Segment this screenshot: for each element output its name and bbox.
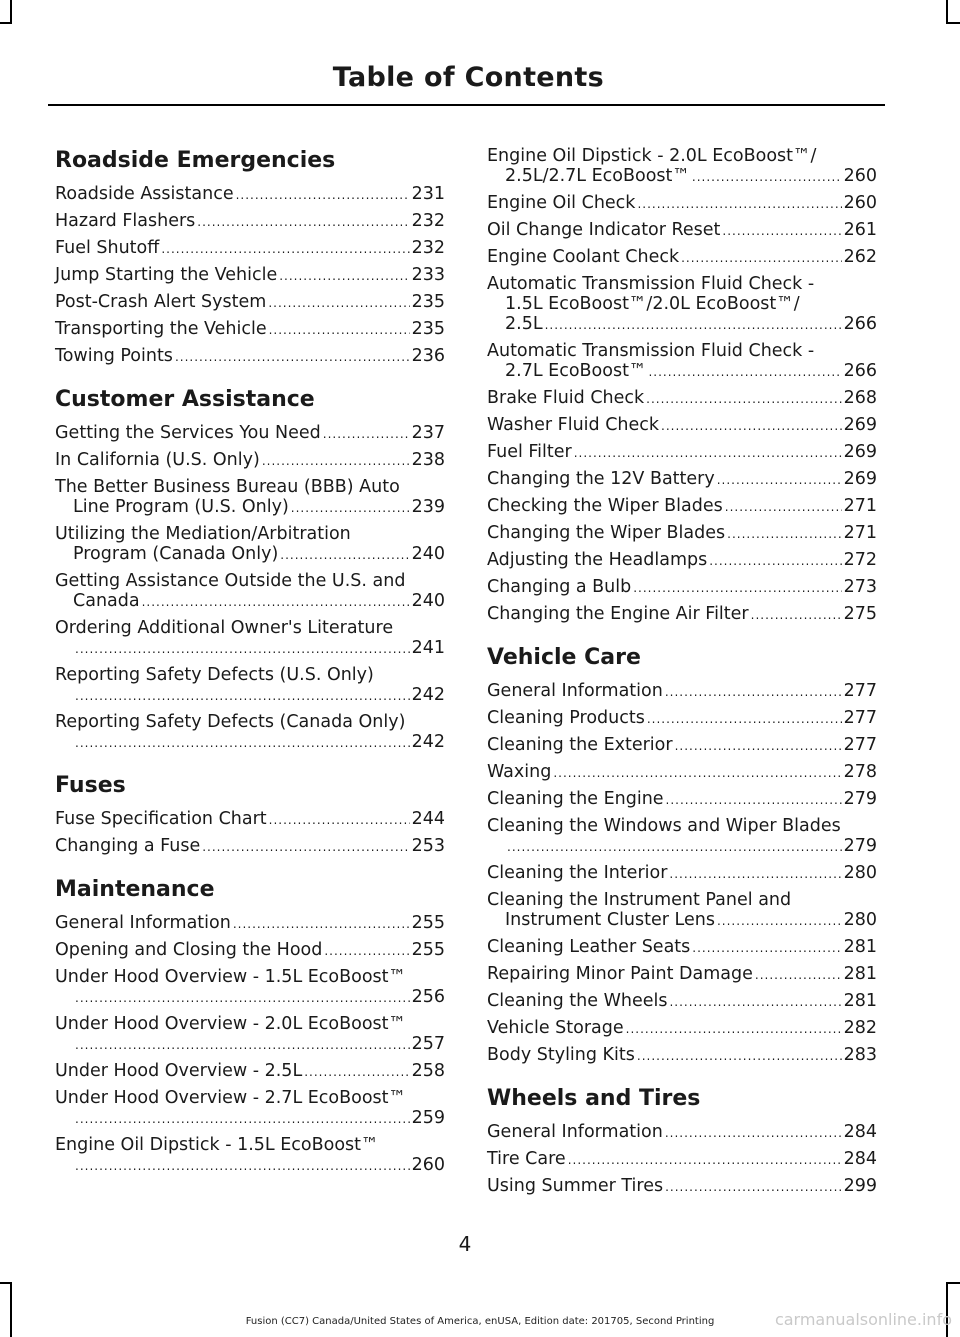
section-title: Customer Assistance xyxy=(55,387,315,412)
dot-leader xyxy=(75,1108,410,1129)
toc-entry[interactable] xyxy=(487,496,877,517)
dot-leader xyxy=(669,863,841,884)
entry-page-number: 260 xyxy=(411,1155,445,1175)
dot-leader xyxy=(279,265,409,286)
entry-page-number: 262 xyxy=(843,247,877,267)
dot-leader xyxy=(574,442,842,463)
dot-leader xyxy=(75,987,410,1008)
entry-title: Changing the 12V Battery xyxy=(487,469,715,489)
entry-page-number: 238 xyxy=(411,450,445,470)
entry-page-number: 242 xyxy=(411,732,445,752)
toc-entry[interactable] xyxy=(55,967,445,1008)
toc-entry[interactable] xyxy=(487,1176,877,1197)
entry-page-number: 240 xyxy=(411,591,445,611)
toc-entry[interactable] xyxy=(487,991,877,1012)
entry-title: Vehicle Storage xyxy=(487,1018,624,1038)
dot-leader xyxy=(722,220,841,241)
entry-page-number: 269 xyxy=(843,442,877,462)
entry-title: Fuse Specification Chart xyxy=(55,809,267,829)
entry-page-number: 279 xyxy=(843,789,877,809)
toc-entry[interactable] xyxy=(487,220,877,241)
toc-entry[interactable] xyxy=(55,809,445,830)
entry-title: Jump Starting the Vehicle xyxy=(55,265,278,285)
dot-leader xyxy=(545,314,842,335)
crop-mark xyxy=(0,1282,12,1284)
toc-section xyxy=(487,643,877,1066)
entry-page-number: 237 xyxy=(411,423,445,443)
dot-leader xyxy=(75,1034,410,1055)
toc-entry[interactable] xyxy=(55,450,445,471)
entry-page-number: 282 xyxy=(843,1018,877,1038)
toc-entry[interactable] xyxy=(487,550,877,571)
entry-page-number: 257 xyxy=(411,1034,445,1054)
entry-page-number: 284 xyxy=(843,1149,877,1169)
toc-entry[interactable] xyxy=(487,604,877,625)
dot-leader xyxy=(665,1122,842,1143)
entry-title: Brake Fluid Check xyxy=(487,388,645,408)
toc-section xyxy=(55,771,445,857)
toc-entry[interactable] xyxy=(55,1088,445,1129)
entry-title: Engine Oil Dipstick - 1.5L EcoBoost™ xyxy=(55,1135,379,1155)
entry-page-number: 277 xyxy=(843,681,877,701)
dot-leader xyxy=(202,836,409,857)
entry-page-number: 278 xyxy=(843,762,877,782)
dot-leader xyxy=(324,940,409,961)
entry-title: Fuel Filter xyxy=(487,442,572,462)
entry-page-number: 272 xyxy=(843,550,877,570)
crop-mark xyxy=(0,22,12,24)
dot-leader xyxy=(665,1176,842,1197)
toc-section xyxy=(487,1084,877,1197)
entry-page-number: 299 xyxy=(843,1176,877,1196)
toc-section xyxy=(487,146,877,625)
dot-leader xyxy=(681,247,841,268)
dot-leader xyxy=(646,388,841,409)
entry-title: The Better Business Bureau (BBB) Auto xyxy=(55,477,400,497)
dot-leader xyxy=(304,1061,409,1082)
entry-title: Changing the Wiper Blades xyxy=(487,523,726,543)
entry-title: Waxing xyxy=(487,762,552,782)
entry-title: Cleaning the Wheels xyxy=(487,991,668,1011)
entry-page-number: 279 xyxy=(843,836,877,856)
entry-title: General Information xyxy=(55,913,231,933)
entry-page-number: 283 xyxy=(843,1045,877,1065)
toc-entry[interactable] xyxy=(487,890,877,931)
toc-entry[interactable] xyxy=(487,964,877,985)
toc-left-column xyxy=(55,146,445,1194)
dot-leader xyxy=(197,211,409,232)
entry-title: 2.5L/2.7L EcoBoost™ xyxy=(505,166,690,186)
dot-leader xyxy=(709,550,841,571)
entry-page-number: 258 xyxy=(411,1061,445,1081)
section-title: Maintenance xyxy=(55,877,215,902)
entry-title: Checking the Wiper Blades xyxy=(487,496,723,516)
crop-mark xyxy=(10,1282,12,1337)
toc-entry[interactable] xyxy=(487,762,877,783)
entry-page-number: 244 xyxy=(411,809,445,829)
entry-title: Automatic Transmission Fluid Check - xyxy=(487,341,815,361)
toc-entry[interactable] xyxy=(487,1045,877,1066)
toc-entry[interactable] xyxy=(487,863,877,884)
dot-leader xyxy=(661,415,842,436)
entry-title: Engine Oil Check xyxy=(487,193,636,213)
entry-page-number: 260 xyxy=(843,193,877,213)
entry-title: Adjusting the Headlamps xyxy=(487,550,708,570)
toc-entry[interactable] xyxy=(55,1014,445,1055)
section-title: Fuses xyxy=(55,773,126,798)
entry-page-number: 240 xyxy=(411,544,445,564)
entry-page-number: 233 xyxy=(411,265,445,285)
entry-title: Line Program (U.S. Only) xyxy=(73,497,289,517)
dot-leader xyxy=(717,910,842,931)
toc-entry[interactable] xyxy=(55,423,445,444)
entry-page-number: 271 xyxy=(843,496,877,516)
dot-leader xyxy=(291,497,410,518)
entry-title: Roadside Assistance xyxy=(55,184,234,204)
toc-entry[interactable] xyxy=(55,665,445,706)
entry-title: Post-Crash Alert System xyxy=(55,292,267,312)
entry-title: Cleaning the Engine xyxy=(487,789,664,809)
entry-title: Reporting Safety Defects (U.S. Only) xyxy=(55,665,374,685)
entry-page-number: 269 xyxy=(843,469,877,489)
entry-title: Repairing Minor Paint Damage xyxy=(487,964,753,984)
entry-title: General Information xyxy=(487,681,663,701)
toc-entry[interactable] xyxy=(55,913,445,934)
entry-page-number: 260 xyxy=(843,166,877,186)
dot-leader xyxy=(75,732,410,753)
entry-title: Tire Care xyxy=(487,1149,566,1169)
toc-right-column xyxy=(487,146,877,1215)
toc-entry[interactable] xyxy=(487,1149,877,1170)
toc-entry[interactable] xyxy=(487,341,877,382)
entry-title: Automatic Transmission Fluid Check - xyxy=(487,274,815,294)
entry-title: Cleaning Products xyxy=(487,708,645,728)
dot-leader xyxy=(692,937,841,958)
entry-page-number: 281 xyxy=(843,964,877,984)
dot-leader xyxy=(665,681,842,702)
entry-page-number: 236 xyxy=(411,346,445,366)
section-title: Roadside Emergencies xyxy=(55,148,336,173)
entry-page-number: 280 xyxy=(843,910,877,930)
entry-title: Body Styling Kits xyxy=(487,1045,635,1065)
entry-title: Engine Coolant Check xyxy=(487,247,680,267)
toc-entry[interactable] xyxy=(55,184,445,205)
dot-leader xyxy=(268,292,409,313)
crop-mark xyxy=(946,22,960,24)
dot-leader xyxy=(142,591,410,612)
toc-entry[interactable] xyxy=(487,523,877,544)
entry-page-number: 284 xyxy=(843,1122,877,1142)
dot-leader xyxy=(280,544,409,565)
entry-page-number: 259 xyxy=(411,1108,445,1128)
toc-entry[interactable] xyxy=(487,681,877,702)
entry-title: Hazard Flashers xyxy=(55,211,196,231)
toc-entry[interactable] xyxy=(55,836,445,857)
entry-page-number: 235 xyxy=(411,292,445,312)
section-title: Vehicle Care xyxy=(487,645,641,670)
entry-page-number: 261 xyxy=(843,220,877,240)
dot-leader xyxy=(75,1155,410,1176)
dot-leader xyxy=(669,991,841,1012)
entry-title: Washer Fluid Check xyxy=(487,415,660,435)
toc-entry[interactable] xyxy=(487,577,877,598)
toc-entry[interactable] xyxy=(487,735,877,756)
entry-title: 2.7L EcoBoost™ xyxy=(505,361,647,381)
dot-leader xyxy=(755,964,842,985)
toc-section xyxy=(55,875,445,1176)
watermark: carmanualsonline.info xyxy=(774,1310,952,1329)
entry-page-number: 280 xyxy=(843,863,877,883)
dot-leader xyxy=(751,604,842,625)
entry-page-number: 281 xyxy=(843,991,877,1011)
entry-title: Transporting the Vehicle xyxy=(55,319,267,339)
entry-title: Getting Assistance Outside the U.S. and xyxy=(55,571,406,591)
entry-page-number: 271 xyxy=(843,523,877,543)
toc-entry[interactable] xyxy=(55,940,445,961)
entry-page-number: 256 xyxy=(411,987,445,1007)
entry-title: Under Hood Overview - 2.7L EcoBoost™ xyxy=(55,1088,407,1108)
entry-page-number: 255 xyxy=(411,940,445,960)
entry-title: Cleaning the Windows and Wiper Blades xyxy=(487,816,841,836)
entry-title: Cleaning the Interior xyxy=(487,863,668,883)
entry-page-number: 242 xyxy=(411,685,445,705)
entry-page-number: 277 xyxy=(843,708,877,728)
entry-title: 1.5L EcoBoost™/2.0L EcoBoost™/ xyxy=(505,294,800,314)
crop-mark xyxy=(946,1282,960,1284)
toc-entry[interactable] xyxy=(487,469,877,490)
toc-entry[interactable] xyxy=(487,1018,877,1039)
dot-leader xyxy=(675,735,842,756)
toc-entry[interactable] xyxy=(55,618,445,659)
dot-leader xyxy=(637,1045,842,1066)
toc-entry[interactable] xyxy=(55,712,445,753)
section-title: Wheels and Tires xyxy=(487,1086,701,1111)
dot-leader xyxy=(626,1018,842,1039)
crop-mark xyxy=(10,0,12,22)
toc-entry[interactable] xyxy=(487,789,877,810)
dot-leader xyxy=(233,913,410,934)
toc-entry[interactable] xyxy=(487,1122,877,1143)
dot-leader xyxy=(717,469,842,490)
entry-page-number: 241 xyxy=(411,638,445,658)
toc-section xyxy=(55,385,445,753)
toc-entry[interactable] xyxy=(487,146,877,187)
toc-entry[interactable] xyxy=(487,937,877,958)
entry-page-number: 232 xyxy=(411,211,445,231)
dot-leader xyxy=(553,762,841,783)
dot-leader xyxy=(647,708,842,729)
dot-leader xyxy=(269,809,410,830)
toc-entry[interactable] xyxy=(487,415,877,436)
crop-mark xyxy=(946,0,948,22)
dot-leader xyxy=(692,166,842,187)
entry-title: General Information xyxy=(487,1122,663,1142)
entry-title: Engine Oil Dipstick - 2.0L EcoBoost™/ xyxy=(487,146,817,166)
header-rule xyxy=(48,104,885,106)
toc-entry[interactable] xyxy=(55,1061,445,1082)
dot-leader xyxy=(727,523,841,544)
entry-page-number: 232 xyxy=(411,238,445,258)
entry-title: 2.5L xyxy=(505,314,543,334)
dot-leader xyxy=(269,319,410,340)
toc-entry[interactable] xyxy=(487,442,877,463)
entry-page-number: 269 xyxy=(843,415,877,435)
toc-entry[interactable] xyxy=(55,477,445,518)
entry-title: Reporting Safety Defects (Canada Only) xyxy=(55,712,406,732)
entry-page-number: 268 xyxy=(843,388,877,408)
toc-entry[interactable] xyxy=(55,319,445,340)
toc-section xyxy=(55,146,445,367)
entry-title: Fuel Shutoff xyxy=(55,238,160,258)
dot-leader xyxy=(507,836,842,857)
dot-leader xyxy=(75,638,410,659)
dot-leader xyxy=(161,238,409,259)
toc-entry[interactable] xyxy=(487,193,877,214)
dot-leader xyxy=(725,496,842,517)
dot-leader xyxy=(175,346,410,367)
entry-title: Utilizing the Mediation/Arbitration xyxy=(55,524,351,544)
entry-title: Changing a Fuse xyxy=(55,836,201,856)
dot-leader xyxy=(236,184,410,205)
dot-leader xyxy=(633,577,841,598)
entry-page-number: 275 xyxy=(843,604,877,624)
footer-edition: Fusion (CC7) Canada/United States of America, enUSA, Edition date: 201705, Second Printing xyxy=(245,1316,715,1327)
entry-page-number: 266 xyxy=(843,361,877,381)
entry-title: Cleaning the Instrument Panel and xyxy=(487,890,792,910)
toc-entry[interactable] xyxy=(55,571,445,612)
entry-title: Instrument Cluster Lens xyxy=(505,910,715,930)
toc-entry[interactable] xyxy=(55,211,445,232)
entry-title: Under Hood Overview - 2.5L xyxy=(55,1061,303,1081)
toc-entry[interactable] xyxy=(55,238,445,259)
entry-page-number: 253 xyxy=(411,836,445,856)
entry-title: Changing a Bulb xyxy=(487,577,632,597)
entry-title: Program (Canada Only) xyxy=(73,544,279,564)
entry-title: Under Hood Overview - 2.0L EcoBoost™ xyxy=(55,1014,407,1034)
toc-entry[interactable] xyxy=(487,388,877,409)
entry-title: Cleaning the Exterior xyxy=(487,735,673,755)
entry-title: Under Hood Overview - 1.5L EcoBoost™ xyxy=(55,967,407,987)
dot-leader xyxy=(648,361,841,382)
entry-title: In California (U.S. Only) xyxy=(55,450,260,470)
page-number: 4 xyxy=(458,1232,472,1256)
entry-title: Ordering Additional Owner's Literature xyxy=(55,618,394,638)
entry-title: Opening and Closing the Hood xyxy=(55,940,323,960)
entry-page-number: 281 xyxy=(843,937,877,957)
toc-entry[interactable] xyxy=(55,265,445,286)
entry-title: Canada xyxy=(73,591,140,611)
dot-leader xyxy=(323,423,410,444)
entry-title: Changing the Engine Air Filter xyxy=(487,604,749,624)
entry-page-number: 235 xyxy=(411,319,445,339)
entry-page-number: 239 xyxy=(411,497,445,517)
page-title: Table of Contents xyxy=(332,62,604,93)
toc-entry[interactable] xyxy=(487,274,877,335)
toc-entry[interactable] xyxy=(55,1135,445,1176)
entry-title: Towing Points xyxy=(55,346,173,366)
entry-title: Oil Change Indicator Reset xyxy=(487,220,721,240)
toc-entry[interactable] xyxy=(487,816,877,857)
dot-leader xyxy=(666,789,842,810)
entry-title: Getting the Services You Need xyxy=(55,423,321,443)
dot-leader xyxy=(75,685,410,706)
entry-page-number: 277 xyxy=(843,735,877,755)
toc-entry[interactable] xyxy=(487,708,877,729)
dot-leader xyxy=(637,193,841,214)
entry-page-number: 273 xyxy=(843,577,877,597)
dot-leader xyxy=(262,450,410,471)
toc-entry[interactable] xyxy=(55,524,445,565)
entry-page-number: 266 xyxy=(843,314,877,334)
toc-entry[interactable] xyxy=(55,346,445,367)
toc-entry[interactable] xyxy=(487,247,877,268)
entry-title: Using Summer Tires xyxy=(487,1176,664,1196)
toc-entry[interactable] xyxy=(55,292,445,313)
entry-title: Cleaning Leather Seats xyxy=(487,937,691,957)
entry-page-number: 231 xyxy=(411,184,445,204)
dot-leader xyxy=(568,1149,842,1170)
entry-page-number: 255 xyxy=(411,913,445,933)
